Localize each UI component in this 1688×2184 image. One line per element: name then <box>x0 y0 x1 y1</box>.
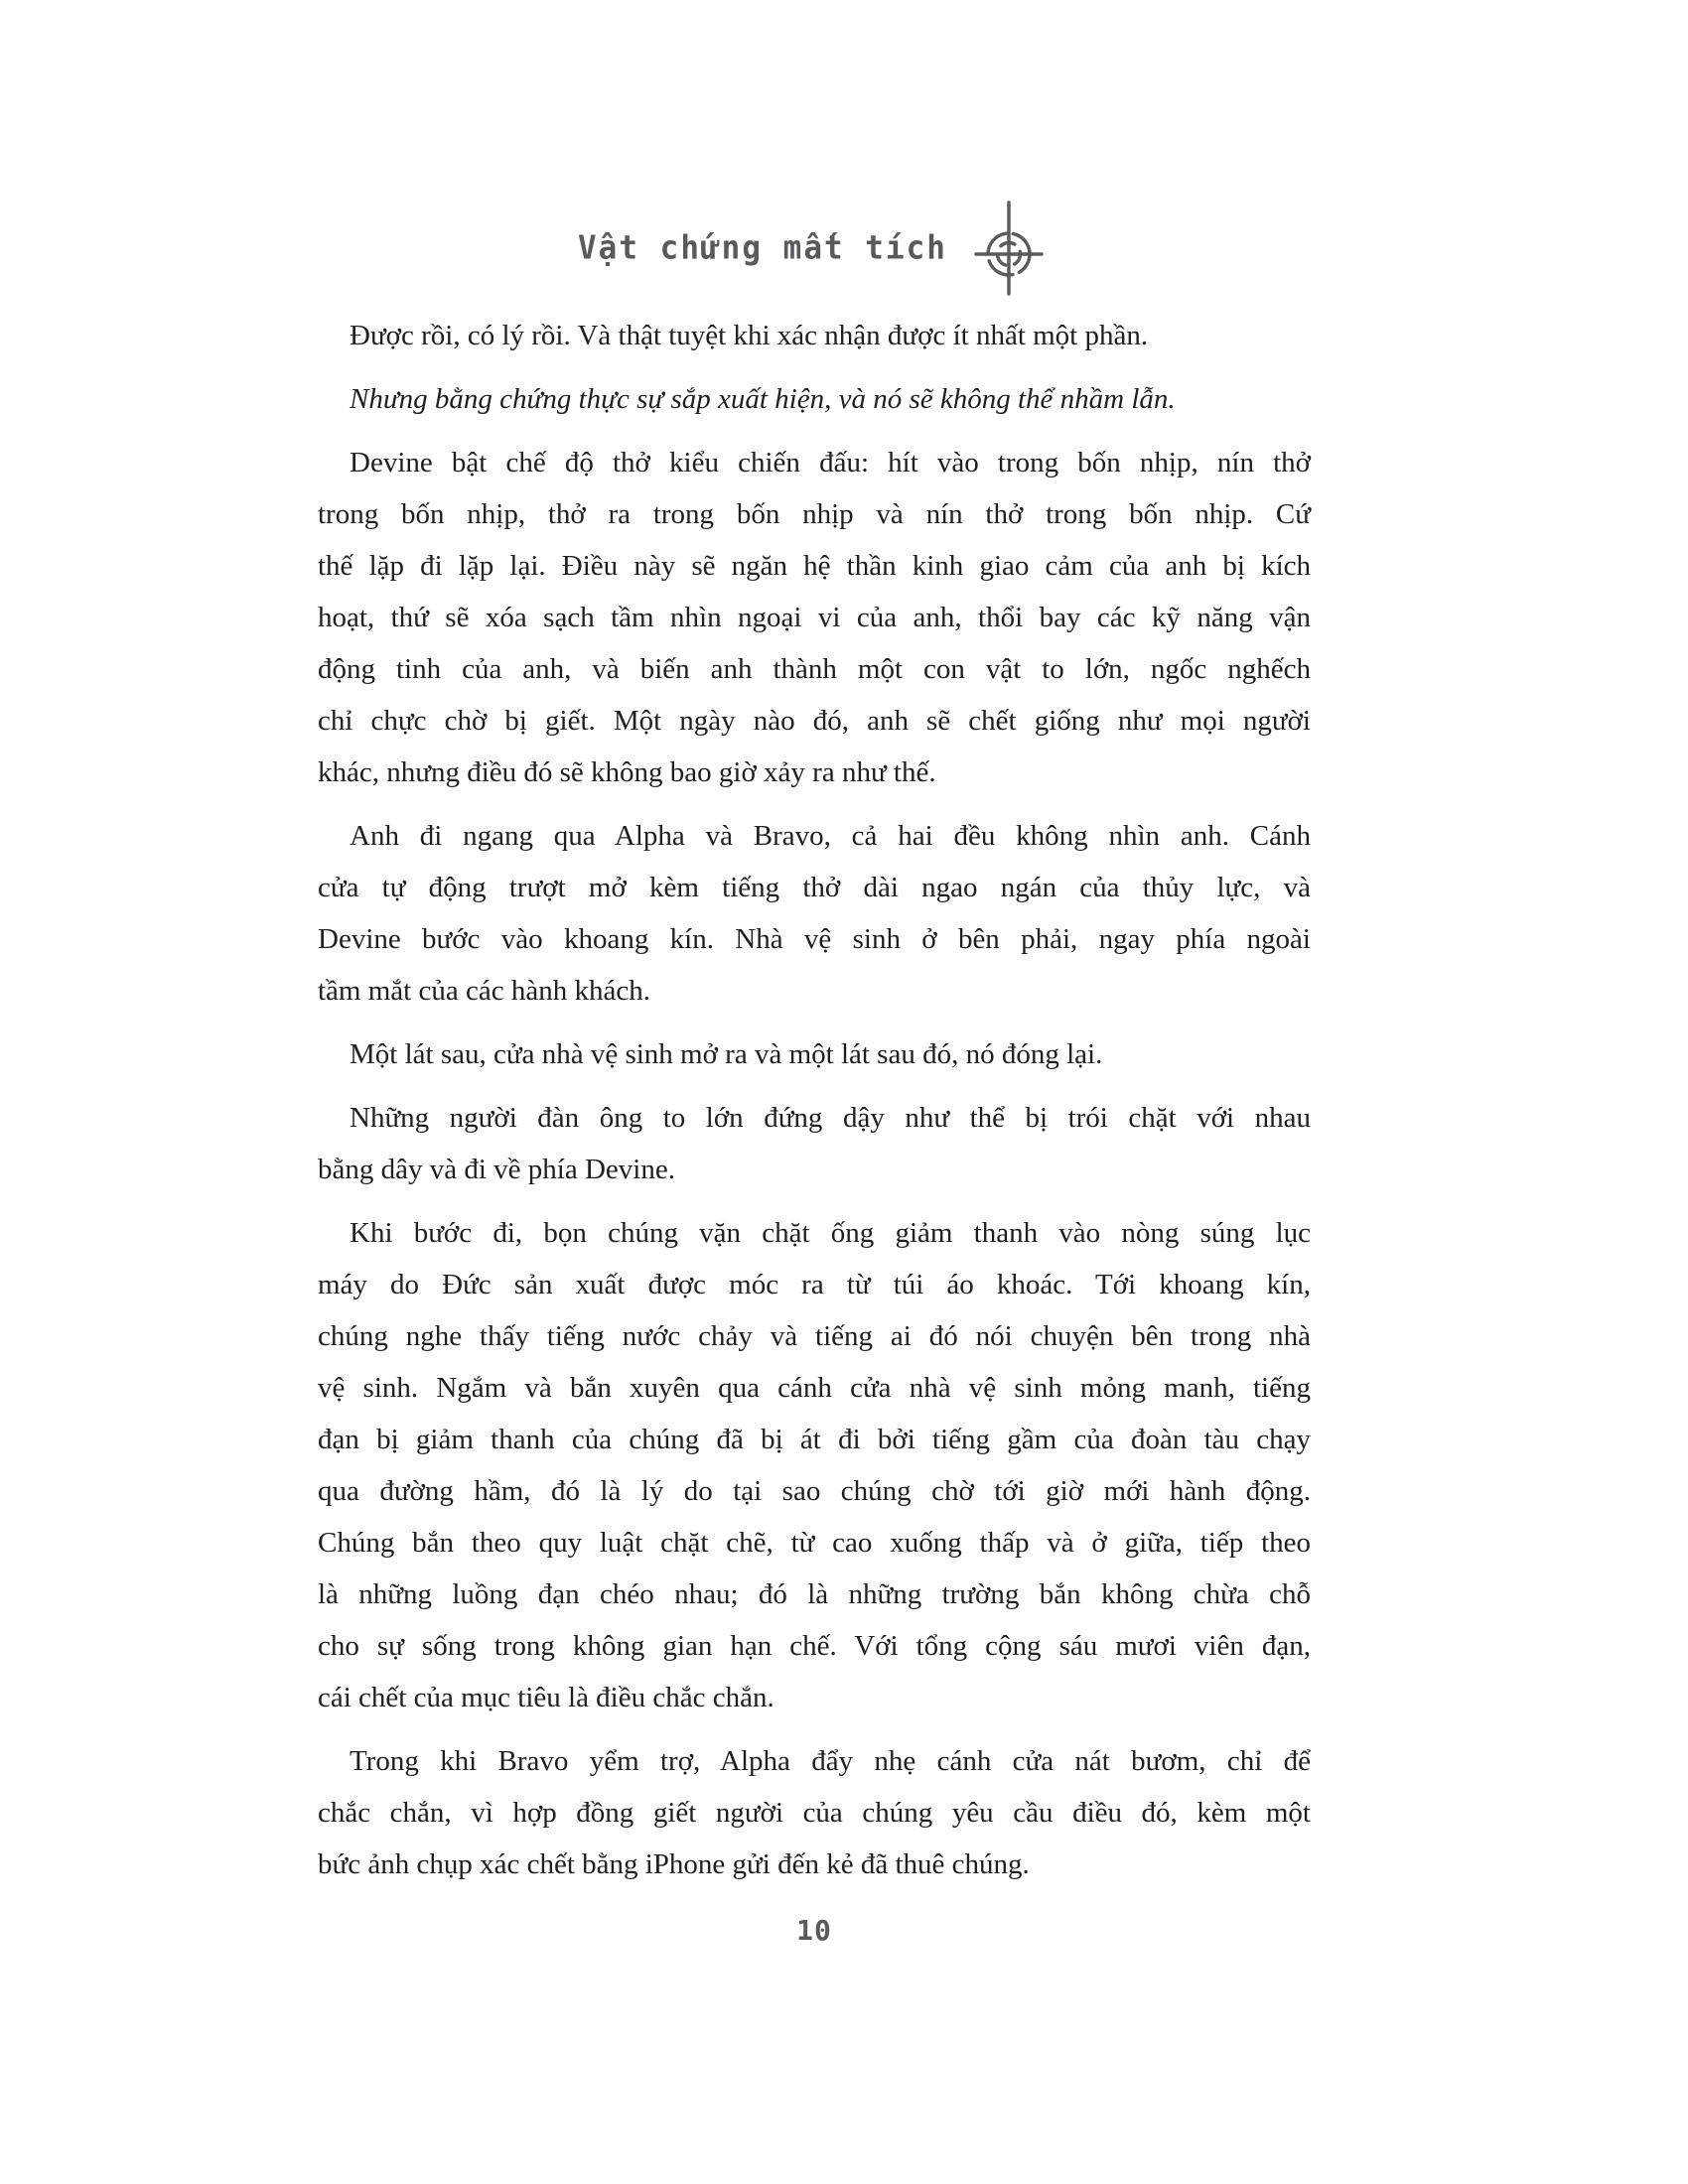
text-line: Trong khi Bravo yểm trợ, Alpha đẩy nhẹ cánh cửa nát bươm, chỉ để <box>350 1745 1311 1777</box>
text-line: Được rồi, có lý rồi. Và thật tuyệt khi xác nhận được ít nhất một phần. <box>350 320 1149 351</box>
paragraph <box>318 1735 1311 1890</box>
text-line: Anh đi ngang qua Alpha và Bravo, cả hai đều không nhìn anh. Cánh <box>350 820 1311 852</box>
page-footer <box>318 1914 1311 1947</box>
running-header <box>318 199 1311 298</box>
text-line: Một lát sau, cửa nhà vệ sinh mở ra và một lát sau đó, nó đóng lại. <box>350 1038 1103 1070</box>
text-line: hoạt, thứ sẽ xóa sạch tầm nhìn ngoại vi của anh, thổi bay các kỹ năng vận <box>318 602 1311 633</box>
text-line: cho sự sống trong không gian hạn chế. Với tổng cộng sáu mươi viên đạn, <box>318 1630 1311 1662</box>
text-line: cái chết của mục tiêu là điều chắc chắn. <box>318 1682 774 1713</box>
paragraph <box>318 810 1311 1017</box>
paragraph <box>318 310 1311 361</box>
text-line: thế lặp đi lặp lại. Điều này sẽ ngăn hệ thần kinh giao cảm của anh bị kích <box>318 550 1311 582</box>
text-line: trong bốn nhịp, thở ra trong bốn nhịp và nín thở trong bốn nhịp. Cứ <box>318 498 1311 530</box>
text-line: bằng dây và đi về phía Devine. <box>318 1154 675 1185</box>
paragraph <box>318 1028 1311 1080</box>
text-line: cửa tự động trượt mở kèm tiếng thở dài ngao ngán của thủy lực, và <box>318 872 1311 903</box>
body-text <box>318 310 1311 1902</box>
text-line: động tinh của anh, và biến anh thành một con vật to lớn, ngốc nghếch <box>318 653 1311 685</box>
paragraph <box>318 1207 1311 1723</box>
text-line: Devine bật chế độ thở kiểu chiến đấu: hít vào trong bốn nhịp, nín thở <box>350 447 1311 478</box>
text-line: chúng nghe thấy tiếng nước chảy và tiếng ai đó nói chuyện bên trong nhà <box>318 1320 1311 1352</box>
book-title: Vật chứng mất tích <box>578 229 947 267</box>
text-line: là những luồng đạn chéo nhau; đó là những trường bắn không chừa chỗ <box>318 1578 1311 1610</box>
text-line: Devine bước vào khoang kín. Nhà vệ sinh ở bên phải, ngay phía ngoài <box>318 923 1311 955</box>
text-line: khác, nhưng điều đó sẽ không bao giờ xảy ra như thế. <box>318 756 936 788</box>
text-line: qua đường hầm, đó là lý do tại sao chúng chờ tới giờ mới hành động. <box>318 1475 1311 1507</box>
text-line: chắc chắn, vì hợp đồng giết người của chúng yêu cầu điều đó, kèm một <box>318 1797 1311 1829</box>
text-line: Khi bước đi, bọn chúng vặn chặt ống giảm thanh vào nòng súng lục <box>350 1217 1311 1249</box>
paragraph <box>318 437 1311 798</box>
text-line: bức ảnh chụp xác chết bằng iPhone gửi đến kẻ đã thuê chúng. <box>318 1848 1030 1880</box>
text-line: vệ sinh. Ngắm và bắn xuyên qua cánh cửa nhà vệ sinh mỏng manh, tiếng <box>318 1372 1311 1404</box>
text-line: Chúng bắn theo quy luật chặt chẽ, từ cao xuống thấp và ở giữa, tiếp theo <box>318 1527 1311 1559</box>
text-line: máy do Đức sản xuất được móc ra từ túi áo khoác. Tới khoang kín, <box>318 1269 1311 1300</box>
page-number: 10 <box>796 1914 832 1947</box>
text-line: Những người đàn ông to lớn đứng dậy như thể bị trói chặt với nhau <box>350 1102 1311 1134</box>
crosshair-reticle-icon <box>967 201 1051 296</box>
paragraph <box>318 1092 1311 1195</box>
text-line: chỉ chực chờ bị giết. Một ngày nào đó, anh sẽ chết giống như mọi người <box>318 705 1311 737</box>
paragraph <box>318 373 1311 425</box>
text-line: Nhưng bằng chứng thực sự sắp xuất hiện, và nó sẽ không thể nhầm lẫn. <box>350 383 1176 415</box>
text-line: tầm mắt của các hành khách. <box>318 975 650 1007</box>
text-line: đạn bị giảm thanh của chúng đã bị át đi bởi tiếng gầm của đoàn tàu chạy <box>318 1424 1311 1455</box>
